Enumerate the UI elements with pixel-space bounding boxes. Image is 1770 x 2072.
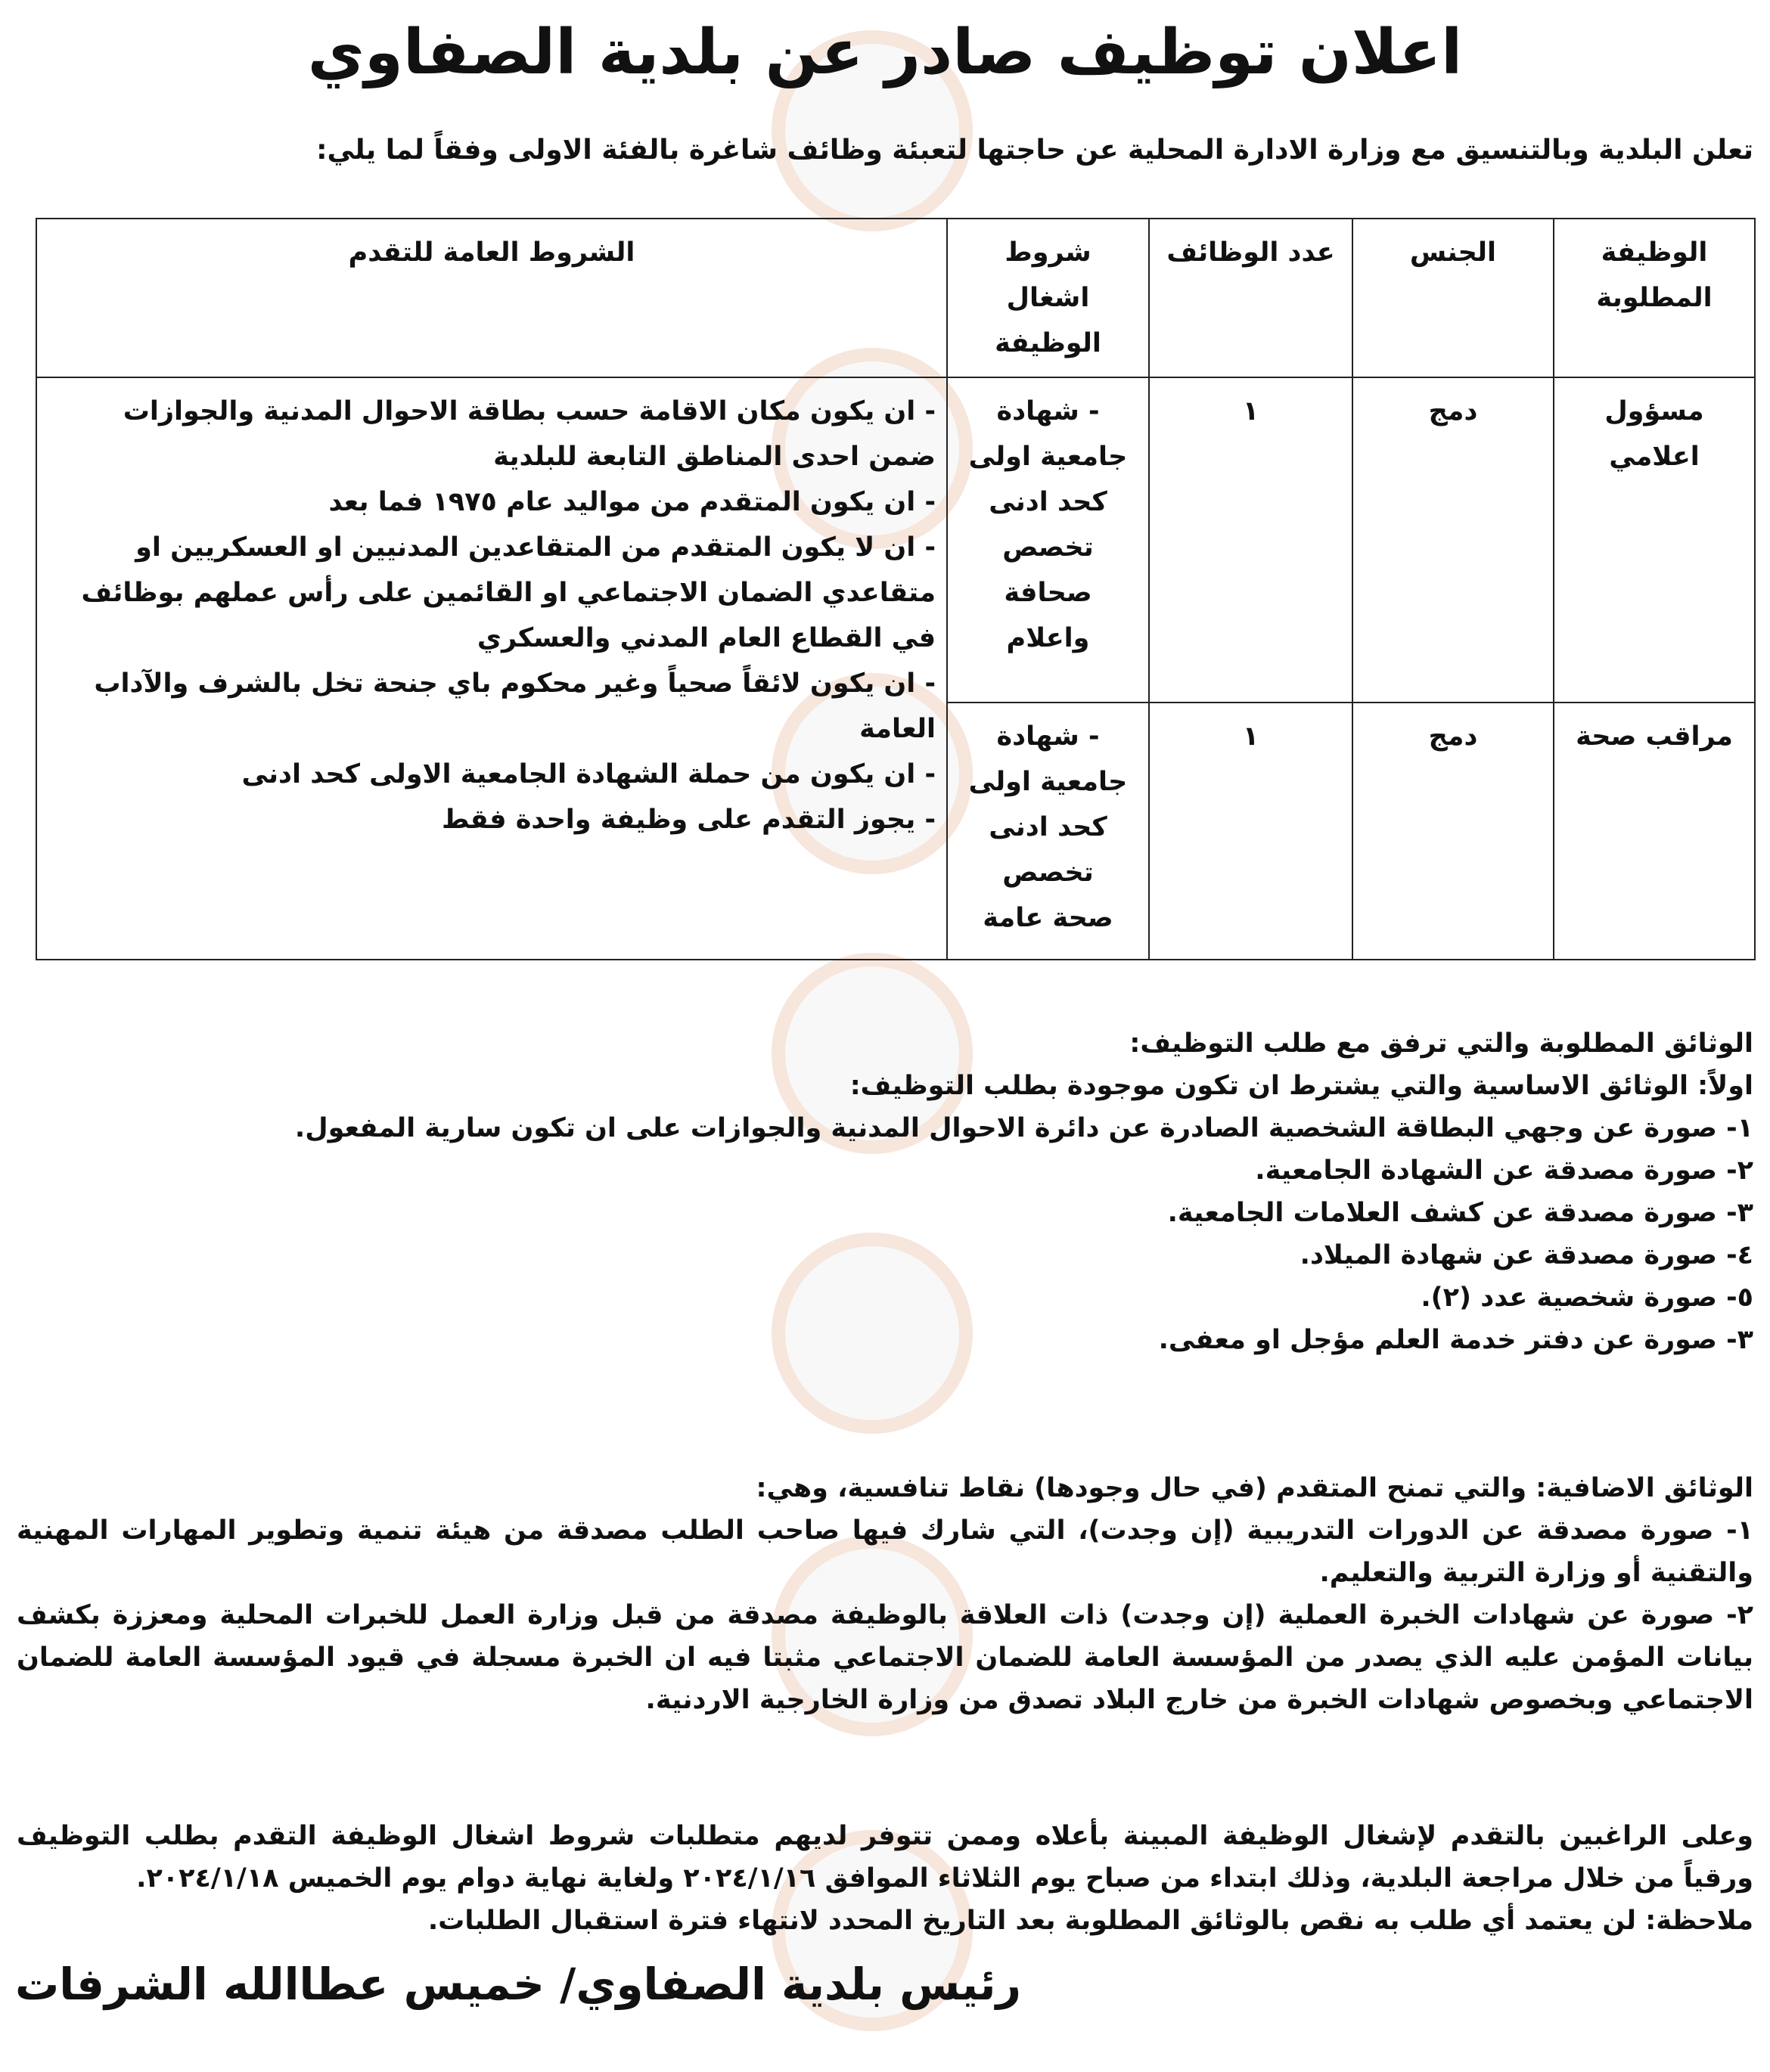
requirement-line: - شهادة: [996, 721, 1100, 752]
job-count: ١: [1149, 377, 1352, 703]
intro-text: تعلن البلدية وبالتنسيق مع وزارة الادارة المحلية عن حاجتها لتعبئة وظائف شاغرة بالفئة الاولى وفقاً لما يلي:: [316, 135, 1753, 166]
requirement-line: صحافة: [1004, 578, 1092, 608]
document-item: ١- صورة عن وجهي البطاقة الشخصية الصادرة عن دائرة الاحوال المدنية والجوازات على ان تكون سارية المفعول.: [294, 1113, 1753, 1143]
basic-documents-heading: اولاً: الوثائق الاساسية والتي يشترط ان تكون موجودة بطلب التوظيف:: [849, 1071, 1753, 1101]
requirement-line: تخصص: [1002, 532, 1094, 563]
document-item: ٢- صورة عن شهادات الخبرة العملية (إن وجدت) ذات العلاقة بالوظيفة مصدقة من قبل وزارة العمل للخبرات المحلية ومعززة بكشف بيانات المؤمن عليه الذي يصدر من المؤسسة العامة للضمان الاجتماعي مثبتا فيه ان الخبرة مسجلة في قيود المؤسسة العامة للضمان الاجتماعي وبخصوص شهادات الخبرة من خارج البلاد تصدق من وزارة الخارجية الاردنية.: [17, 1600, 1753, 1715]
requirement-line: كحد ادنى: [989, 487, 1107, 517]
condition-item: - ان يكون من حملة الشهادة الجامعية الاولى كحد ادنى: [241, 759, 936, 789]
additional-documents: [17, 1467, 1753, 1721]
required-documents: [17, 1022, 1753, 1361]
condition-item: - ان لا يكون المتقدم من المتقاعدين المدنيين او العسكريين او متقاعدي الضمان الاجتماعي او القائمين على رأس عملهم بوظائف في القطاع العام المدني والعسكري: [81, 532, 936, 653]
requirement-line: جامعية اولى: [968, 767, 1128, 797]
requirement-line: جامعية اولى: [968, 442, 1128, 472]
condition-item: - ان يكون لائقاً صحياً وغير محكوم باي جنحة تخل بالشرف والآداب العامة: [94, 668, 936, 744]
requirement-line: - شهادة: [996, 396, 1100, 426]
header-job: الوظيفة المطلوبة: [1554, 219, 1755, 377]
closing-text: وعلى الراغبين بالتقدم لإشغال الوظيفة المبينة بأعلاه وممن تتوفر لديهم متطلبات شروط اشغال الوظيفة التقدم بطلب التوظيف ورقياً من خلال مراجعة البلدية، وذلك ابتداء من صباح يوم الثلاثاء الموافق ٢٠٢٤/١/١٦ ولغاية نهاية دوام يوم الخميس ٢٠٢٤/١/١٨.: [17, 1821, 1753, 1894]
job-requirements: [947, 703, 1149, 960]
header-general-conditions: الشروط العامة للتقدم: [36, 219, 947, 377]
header-count: عدد الوظائف: [1149, 219, 1352, 377]
job-requirements: [947, 377, 1149, 703]
document-item: ٥- صورة شخصية عدد (٢).: [1421, 1283, 1753, 1313]
job-gender: دمج: [1352, 703, 1554, 960]
document-item: ٣- صورة عن دفتر خدمة العلم مؤجل او معفى.: [1158, 1325, 1753, 1355]
requirement-line: تخصص: [1002, 858, 1094, 888]
documents-heading: الوثائق المطلوبة والتي ترفق مع طلب التوظيف:: [1129, 1028, 1753, 1059]
job-count: ١: [1149, 703, 1352, 960]
job-gender: دمج: [1352, 377, 1554, 703]
document-item: ١- صورة مصدقة عن الدورات التدريبية (إن وجدت)، التي شارك فيها صاحب الطلب مصدقة من هيئة تنمية وتطوير المهارات المهنية والتقنية أو وزارة التربية والتعليم.: [17, 1515, 1753, 1588]
table-header-row: [36, 219, 1755, 377]
header-gender: الجنس: [1352, 219, 1554, 377]
page-title: اعلان توظيف صادر عن بلدية الصفاوي: [307, 17, 1463, 88]
closing-section: [17, 1815, 1753, 1942]
requirement-line: كحد ادنى: [989, 812, 1107, 842]
job-title: مراقب صحة: [1554, 703, 1755, 960]
condition-item: - ان يكون المتقدم من مواليد عام ١٩٧٥ فما بعد: [328, 487, 936, 517]
document-item: ٢- صورة مصدقة عن الشهادة الجامعية.: [1255, 1155, 1753, 1186]
condition-item: - يجوز التقدم على وظيفة واحدة فقط: [441, 805, 936, 835]
signature: رئيس بلدية الصفاوي/ خميس عطاالله الشرفات: [15, 1959, 1021, 2010]
condition-item: - ان يكون مكان الاقامة حسب بطاقة الاحوال المدنية والجوازات ضمن احدى المناطق التابعة للبلدية: [123, 396, 936, 472]
job-title: مسؤول اعلامي: [1554, 377, 1755, 703]
document-item: ٣- صورة مصدقة عن كشف العلامات الجامعية.: [1167, 1198, 1753, 1228]
header-requirements: شروط اشغال الوظيفة: [947, 219, 1149, 377]
requirement-line: صحة عامة: [983, 903, 1113, 933]
note-text: ملاحظة: لن يعتمد أي طلب به نقص بالوثائق المطلوبة بعد التاريخ المحدد لانتهاء فترة استقبال الطلبات.: [427, 1906, 1753, 1936]
document-item: ٤- صورة مصدقة عن شهادة الميلاد.: [1300, 1240, 1753, 1270]
jobs-table: [36, 218, 1756, 960]
general-conditions: [36, 377, 947, 960]
requirement-line: واعلام: [1006, 623, 1090, 653]
additional-documents-heading: الوثائق الاضافية: والتي تمنح المتقدم (في حال وجودها) نقاط تنافسية، وهي:: [756, 1473, 1753, 1503]
table-row: [36, 377, 1755, 703]
